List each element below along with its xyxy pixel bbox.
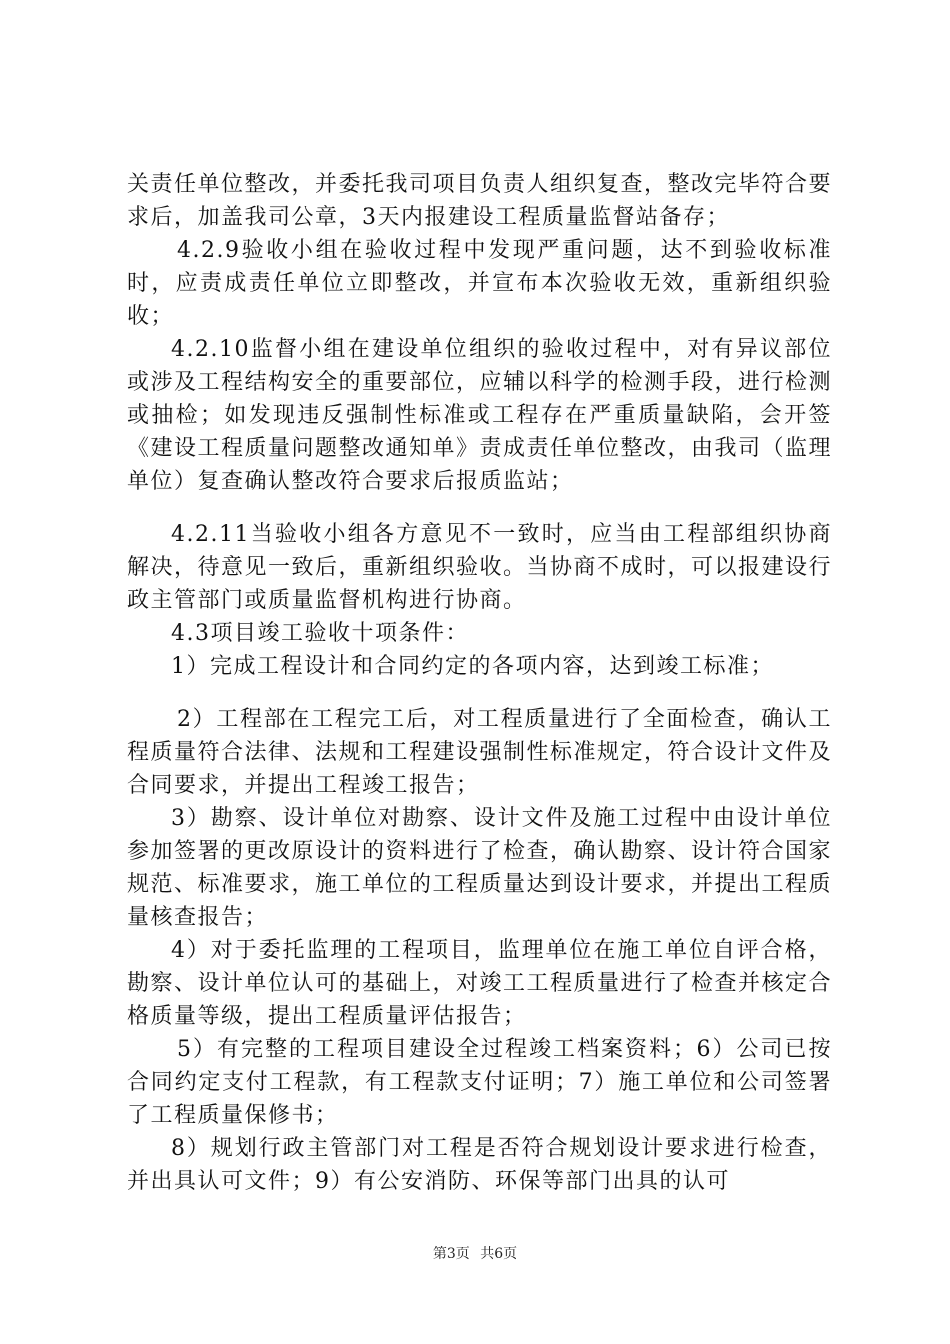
condition-2: 2）工程部在工程完工后，对工程质量进行了全面检查，确认工程质量符合法律、法规和工程建设强制性标准规定，符合设计文件及合同要求，并提出工程竣工报告； (127, 707, 833, 798)
condition-4: 4）对于委托监理的工程项目，监理单位在施工单位自评合格，勘察、设计单位认可的基础上，对竣工工程质量进行了检查并核定合格质量等级，提出工程质量评估报告； (127, 938, 833, 1029)
page-total: 共6页 (480, 1246, 518, 1262)
condition-1: 1）完成工程设计和合同约定的各项内容，达到竣工标准； (171, 654, 774, 679)
condition-3: 3）勘察、设计单位对勘察、设计文件及施工过程中由设计单位参加签署的更改原设计的资料进行了检查，确认勘察、设计符合国家规范、标准要求，施工单位的工程质量达到设计要求，并提出工程质量核查报告； (127, 806, 833, 930)
page-number: 第3页 (432, 1246, 470, 1262)
paragraph-continuation: 关责任单位整改，并委托我司项目负责人组织复查，整改完毕符合要求后，加盖我司公章，3天内报建设工程质量监督站备存； (127, 172, 833, 230)
conditions-8-9: 8）规划行政主管部门对工程是否符合规划设计要求进行检查，并出具认可文件；9）有公安消防、环保等部门出具的认可 (127, 1136, 832, 1194)
document-body (127, 168, 832, 1198)
paragraph-4-2-11: 4.2.11当验收小组各方意见不一致时，应当由工程部组织协商解决，待意见一致后，重新组织验收。当协商不成时，可以报建设行政主管部门或质量监督机构进行协商。 (127, 522, 833, 613)
conditions-5-7: 5）有完整的工程项目建设全过程竣工档案资料；6）公司已按合同约定支付工程款，有工程款支付证明；7）施工单位和公司签署了工程质量保修书； (127, 1037, 832, 1128)
paragraph-4-2-9: 4.2.9验收小组在验收过程中发现严重问题，达不到验收标准时，应责成责任单位立即整改，并宣布本次验收无效，重新组织验收； (127, 238, 832, 329)
paragraph-4-3-heading: 4.3项目竣工验收十项条件： (171, 621, 469, 646)
page-footer (0, 1244, 950, 1264)
paragraph-4-2-10: 4.2.10监督小组在建设单位组织的验收过程中，对有异议部位或涉及工程结构安全的重要部位，应辅以科学的检测手段，进行检测或抽检；如发现违反强制性标准或工程存在严重质量缺陷，会开签《建设工程质量问题整改通知单》责成责任单位整改，由我司（监理单位）复查确认整改符合要求后报质监站； (127, 337, 833, 494)
